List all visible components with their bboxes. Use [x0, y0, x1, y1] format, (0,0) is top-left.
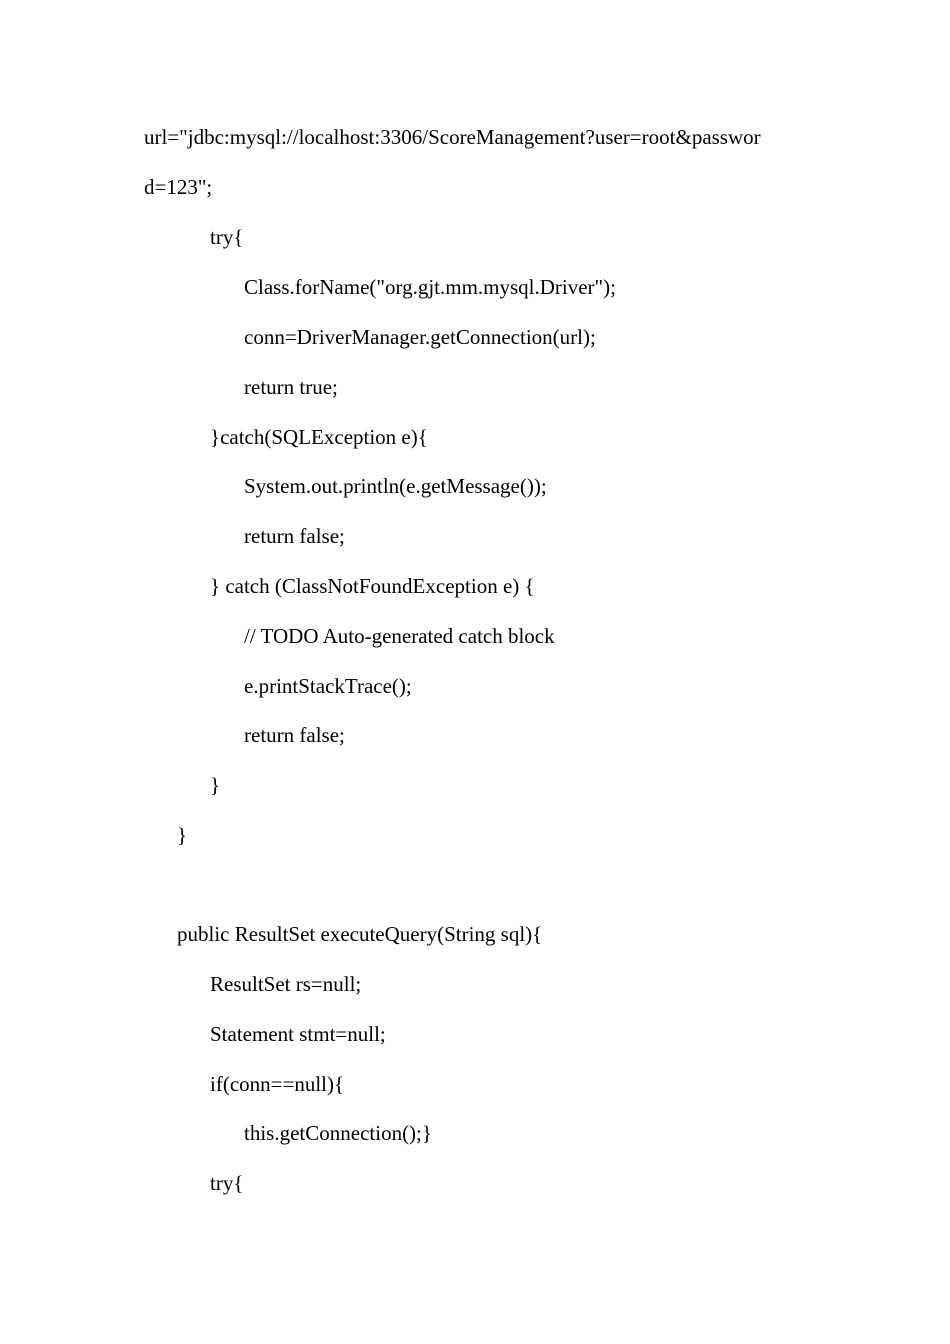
code-line-catch-classnotfound: } catch (ClassNotFoundException e) { [210, 574, 535, 598]
code-line-todo-comment: // TODO Auto-generated catch block [244, 624, 555, 648]
code-line-return-false: return false; [244, 524, 345, 548]
code-line-print-stack-trace: e.printStackTrace(); [244, 674, 412, 698]
code-line-return-false-2: return false; [244, 723, 345, 747]
code-line-url: url="jdbc:mysql://localhost:3306/ScoreManagement?user=root&passwor [144, 125, 761, 149]
code-line-url-continued: d=123"; [144, 175, 213, 199]
code-line-get-connection: conn=DriverManager.getConnection(url); [244, 325, 596, 349]
code-line-resultset-decl: ResultSet rs=null; [210, 972, 362, 996]
code-line-try-2: try{ [210, 1171, 244, 1195]
code-line-close-catch: } [210, 773, 221, 797]
code-line-try: try{ [210, 225, 244, 249]
code-line-class-forname: Class.forName("org.gjt.mm.mysql.Driver"); [244, 275, 616, 299]
code-line-this-get-connection: this.getConnection();} [244, 1121, 432, 1145]
code-line-execute-query-signature: public ResultSet executeQuery(String sql){ [177, 922, 543, 946]
code-line-return-true: return true; [244, 375, 338, 399]
code-line-if-conn-null: if(conn==null){ [210, 1072, 345, 1096]
code-line-catch-sqlexception: }catch(SQLException e){ [210, 425, 428, 449]
code-line-statement-decl: Statement stmt=null; [210, 1022, 386, 1046]
code-line-close-method: } [177, 823, 188, 847]
code-line-println: System.out.println(e.getMessage()); [244, 474, 547, 498]
